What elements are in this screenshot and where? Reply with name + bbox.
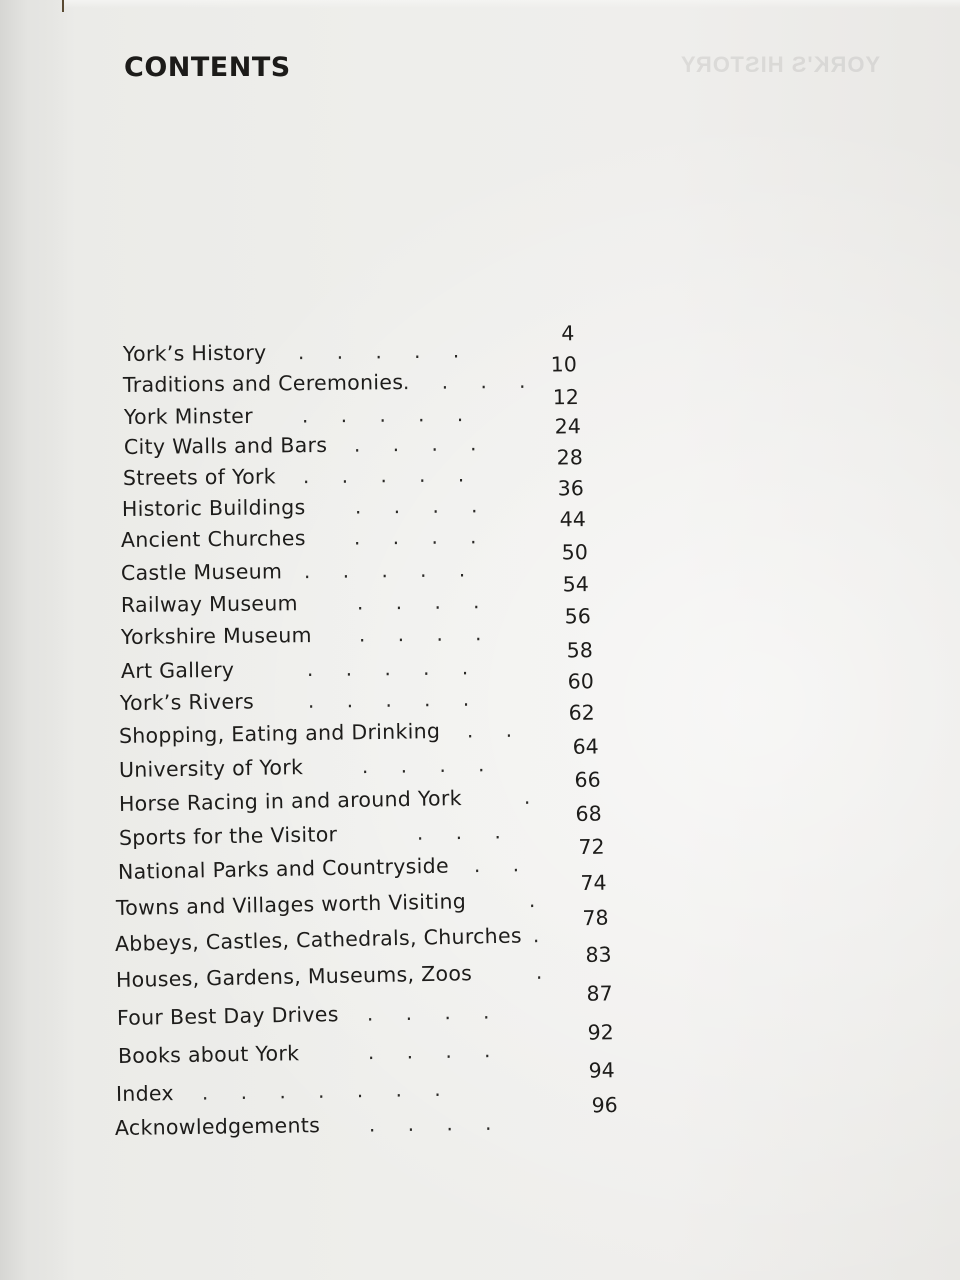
dot-leader: . . . . — [356, 589, 480, 615]
toc-page-number: 50 — [561, 540, 588, 565]
toc-page-number: 44 — [559, 507, 586, 532]
toc-page-number: 10 — [550, 352, 577, 377]
show-through-text: YORK'S HISTORY — [679, 52, 880, 77]
page-title: CONTENTS — [124, 52, 291, 83]
toc-page-number: 60 — [567, 669, 594, 694]
toc-page-number: 94 — [588, 1058, 615, 1083]
dot-leader: . . . . . . . — [201, 1076, 441, 1105]
toc-entry-title: City Walls and Bars — [123, 432, 328, 459]
toc-page-number: 92 — [587, 1020, 614, 1045]
toc-page-number: 28 — [556, 445, 583, 470]
toc-entry-title: Castle Museum — [120, 559, 283, 585]
toc-entry-title: Railway Museum — [120, 591, 298, 617]
dot-leader: . . . . — [353, 524, 477, 550]
toc-page-number: 36 — [557, 476, 584, 501]
dot-leader: . — [528, 887, 536, 913]
toc-page-number: 4 — [561, 321, 575, 346]
toc-page-number: 24 — [554, 414, 581, 439]
toc-page-number: 83 — [585, 942, 612, 967]
toc-page-number: 96 — [591, 1092, 618, 1118]
toc-page-number: 74 — [580, 870, 607, 896]
toc-page-number: 68 — [575, 801, 602, 827]
dot-leader: . . — [466, 717, 513, 743]
toc-page-number: 78 — [582, 905, 609, 931]
toc-page-number: 66 — [574, 767, 601, 793]
toc-entry-title: Houses, Gardens, Museums, Zoos — [115, 961, 473, 992]
dot-leader: . . — [473, 852, 520, 878]
toc-page-number: 12 — [552, 385, 579, 410]
dot-leader: . . . . . — [302, 462, 465, 489]
toc-entry-title: Streets of York — [122, 464, 276, 490]
dot-leader: . . . . . — [307, 686, 470, 713]
toc-page-number: 64 — [572, 734, 599, 759]
toc-entry-title: Shopping, Eating and Drinking — [118, 718, 441, 748]
toc-entry-title: Index — [115, 1081, 175, 1106]
dot-leader: . . . . — [353, 431, 477, 457]
dot-leader: . . . . — [366, 999, 490, 1026]
toc-entry-title: University of York — [118, 755, 304, 782]
dot-leader: . . . . — [358, 621, 482, 647]
toc-page-number: 58 — [566, 638, 593, 663]
dot-leader: . . . . . — [306, 655, 469, 682]
toc-entry-title: Acknowledgements — [114, 1113, 321, 1140]
toc-entry-title: Books about York — [117, 1041, 300, 1068]
toc-entry-title: Towns and Villages worth Visiting — [115, 889, 467, 920]
toc-entry-title: National Parks and Countryside — [117, 853, 450, 884]
toc-entry-title: Abbeys, Castles, Cathedrals, Churches — [114, 923, 523, 956]
dot-leader: . — [535, 959, 543, 984]
toc-entry-title: York’s Rivers — [119, 689, 255, 715]
dot-leader: . . . . — [402, 368, 526, 395]
toc-entry-title: Art Gallery — [120, 657, 235, 683]
dot-leader: . . . . . — [301, 402, 464, 428]
toc-page-number: 62 — [568, 700, 595, 725]
dot-leader: . — [532, 923, 540, 948]
dot-leader: . — [523, 784, 531, 809]
toc-page-number: 54 — [562, 572, 589, 597]
dot-leader: . . . — [416, 819, 501, 845]
dot-leader: . . . . — [368, 1110, 492, 1137]
dot-leader: . . . . . — [303, 557, 466, 584]
toc-entry-title: York Minster — [123, 403, 253, 429]
toc-entry-title: Sports for the Visitor — [118, 822, 338, 850]
dot-leader: . . . . . — [297, 338, 460, 365]
toc-entry-title: Four Best Day Drives — [116, 1002, 339, 1030]
toc-entry-title: Yorkshire Museum — [120, 623, 312, 649]
dot-leader: . . . . — [367, 1038, 491, 1065]
toc-page-number: 72 — [578, 834, 605, 860]
toc-entry-title: Horse Racing in and around York — [118, 786, 462, 816]
toc-page-number: 56 — [564, 604, 591, 629]
toc-entry-title: Historic Buildings — [121, 495, 306, 521]
toc-page-number: 87 — [586, 981, 613, 1006]
dot-leader: . . . . — [354, 493, 478, 519]
dot-leader: . . . . — [361, 752, 485, 779]
toc-entry-title: Ancient Churches — [120, 526, 306, 552]
toc-entry-title: Traditions and Ceremonies — [122, 370, 404, 397]
toc-entry-title: York’s History — [122, 340, 267, 366]
